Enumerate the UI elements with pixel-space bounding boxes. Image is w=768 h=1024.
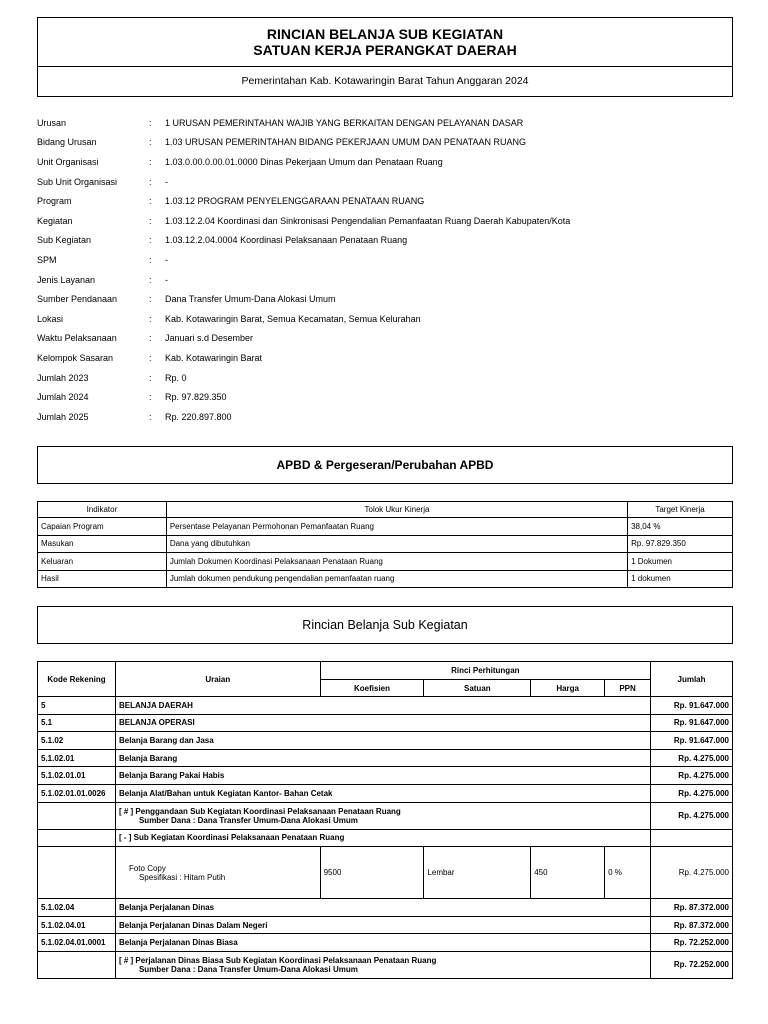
group-sumber-dana: Sumber Dana : Dana Transfer Umum-Dana Alokasi Umum: [138, 815, 358, 825]
rincian-row: [38, 749, 733, 767]
header-koefisien: Koefisien: [320, 680, 424, 697]
info-value: 1.03 URUSAN PEMERINTAHAN BIDANG PEKERJAAN UMUM DAN PENATAAN RUANG: [165, 137, 527, 148]
rincian-group-row: [38, 802, 733, 829]
header-harga: Harga: [531, 680, 605, 697]
info-value: -: [165, 176, 168, 187]
info-label: Bidang Urusan: [37, 137, 97, 148]
header-tolok-ukur: Tolok Ukur Kinerja: [166, 502, 627, 518]
item-spec: Spesifikasi : Hitam Putih: [138, 872, 226, 882]
info-row: [37, 113, 737, 133]
info-colon: :: [149, 117, 152, 128]
indikator-cell: Keluaran: [38, 553, 167, 571]
uraian-cell: Belanja Perjalanan Dinas: [115, 899, 650, 917]
rincian-header-row-1: [38, 662, 733, 680]
kode-cell-empty: [38, 847, 116, 899]
group-title: [ # ] Perjalanan Dinas Biasa Sub Kegiatan Koordinasi Pelaksanaan Penataan Ruang: [118, 955, 437, 965]
info-value: Kab. Kotawaringin Barat: [165, 352, 263, 363]
kode-cell-empty: [38, 829, 116, 847]
info-colon: :: [149, 254, 152, 265]
rincian-row: [38, 767, 733, 785]
jumlah-cell-empty: [651, 829, 733, 847]
info-colon: :: [149, 235, 152, 246]
info-colon: :: [149, 352, 152, 363]
kode-cell: 5.1.02.04.01.0001: [38, 934, 116, 952]
info-label: Jumlah 2025: [37, 411, 89, 422]
info-colon: :: [149, 137, 152, 148]
indikator-cell: Masukan: [38, 535, 167, 553]
info-colon: :: [149, 274, 152, 285]
indikator-cell: Hasil: [38, 570, 167, 588]
kode-cell: 5: [38, 697, 116, 715]
jumlah-cell: Rp. 4.275.000: [651, 767, 733, 785]
subgroup-uraian-cell: [ - ] Sub Kegiatan Koordinasi Pelaksanaan Penataan Ruang: [115, 829, 650, 847]
info-row: [37, 309, 737, 329]
indikator-table: [37, 501, 733, 588]
uraian-cell: Belanja Barang: [115, 749, 650, 767]
info-value: Kab. Kotawaringin Barat, Semua Kecamatan, Semua Kelurahan: [165, 313, 421, 324]
indikator-header-row: [38, 502, 733, 518]
rincian-row: [38, 697, 733, 715]
indikator-row: [38, 518, 733, 536]
info-colon: :: [149, 333, 152, 344]
uraian-cell: BELANJA OPERASI: [115, 714, 650, 732]
rincian-row: [38, 934, 733, 952]
jumlah-cell: Rp. 72.252.000: [651, 951, 733, 978]
info-row: [37, 329, 737, 349]
jumlah-cell: Rp. 91.647.000: [651, 697, 733, 715]
info-colon: :: [149, 372, 152, 383]
apbd-section-title: APBD & Pergeseran/Perubahan APBD: [37, 446, 733, 484]
rincian-group-row: [38, 951, 733, 978]
title-line-1: RINCIAN BELANJA SUB KEGIATAN: [266, 26, 504, 42]
kode-cell: 5.1.02.01: [38, 749, 116, 767]
target-cell: Rp. 97.829.350: [628, 535, 733, 553]
info-colon: :: [149, 176, 152, 187]
info-label: Kegiatan: [37, 215, 73, 226]
rincian-row: [38, 784, 733, 802]
rincian-section-title: Rincian Belanja Sub Kegiatan: [37, 606, 733, 644]
indikator-row: [38, 553, 733, 571]
kode-cell-empty: [38, 951, 116, 978]
document-header: [37, 17, 733, 97]
uraian-cell: Belanja Barang Pakai Habis: [115, 767, 650, 785]
info-value: Rp. 220.897.800: [165, 411, 232, 422]
info-row: [37, 368, 737, 388]
info-label: Unit Organisasi: [37, 156, 99, 167]
info-colon: :: [149, 156, 152, 167]
info-label: Jenis Layanan: [37, 274, 96, 285]
uraian-cell: Belanja Barang dan Jasa: [115, 732, 650, 750]
uraian-cell: Belanja Alat/Bahan untuk Kegiatan Kantor- Bahan Cetak: [115, 784, 650, 802]
info-value: 1.03.12 PROGRAM PENYELENGGARAAN PENATAAN RUANG: [165, 196, 425, 207]
info-value: 1.03.12.2.04.0004 Koordinasi Pelaksanaan Penataan Ruang: [165, 235, 408, 246]
info-row: [37, 270, 737, 290]
rincian-row: [38, 714, 733, 732]
info-value: 1 URUSAN PEMERINTAHAN WAJIB YANG BERKAITAN DENGAN PELAYANAN DASAR: [165, 117, 524, 128]
info-value: Januari s.d Desember: [165, 333, 254, 344]
item-name: Foto Copy: [128, 863, 166, 873]
rincian-row: [38, 916, 733, 934]
harga-cell: 450: [531, 847, 605, 899]
document-title: [38, 18, 732, 67]
info-section: [37, 113, 737, 427]
info-row: [37, 387, 737, 407]
kode-cell: 5.1: [38, 714, 116, 732]
info-label: Lokasi: [37, 313, 64, 324]
title-line-2: SATUAN KERJA PERANGKAT DAERAH: [253, 42, 517, 58]
jumlah-cell: Rp. 87.372.000: [651, 916, 733, 934]
info-row: [37, 231, 737, 251]
target-cell: 1 Dokumen: [628, 553, 733, 571]
info-row: [37, 172, 737, 192]
tolok-ukur-cell: Persentase Pelayanan Permohonan Pemanfaatan Ruang: [166, 518, 627, 536]
uraian-cell: Belanja Perjalanan Dinas Dalam Negeri: [115, 916, 650, 934]
kode-cell: 5.1.02.01.01.0026: [38, 784, 116, 802]
info-label: Urusan: [37, 117, 67, 128]
info-label: Waktu Pelaksanaan: [37, 333, 117, 344]
info-label: Sumber Pendanaan: [37, 294, 118, 305]
uraian-cell: Belanja Perjalanan Dinas Biasa: [115, 934, 650, 952]
info-row: [37, 250, 737, 270]
rincian-row: [38, 899, 733, 917]
header-uraian: Uraian: [115, 662, 320, 697]
info-colon: :: [149, 196, 152, 207]
kode-cell: 5.1.02.04: [38, 899, 116, 917]
info-label: Sub Kegiatan: [37, 235, 92, 246]
info-label: Program: [37, 196, 72, 207]
group-title: [ # ] Penggandaan Sub Kegiatan Koordinasi Pelaksanaan Penataan Ruang: [118, 806, 401, 816]
header-rinci-perhitungan: Rinci Perhitungan: [320, 662, 650, 680]
info-colon: :: [149, 392, 152, 403]
item-uraian-cell: [115, 847, 320, 899]
info-label: Jumlah 2023: [37, 372, 89, 383]
rincian-item-row: [38, 847, 733, 899]
header-jumlah: Jumlah: [651, 662, 733, 697]
group-uraian-cell: [115, 951, 650, 978]
header-satuan: Satuan: [424, 680, 531, 697]
tolok-ukur-cell: Jumlah dokumen pendukung pengendalian pemanfaatan ruang: [166, 570, 627, 588]
jumlah-cell: Rp. 4.275.000: [651, 847, 733, 899]
jumlah-cell: Rp. 72.252.000: [651, 934, 733, 952]
info-value: Rp. 0: [165, 372, 187, 383]
info-row: [37, 191, 737, 211]
tolok-ukur-cell: Dana yang dibutuhkan: [166, 535, 627, 553]
kode-cell: 5.1.02.04.01: [38, 916, 116, 934]
jumlah-cell: Rp. 4.275.000: [651, 749, 733, 767]
rincian-row: [38, 732, 733, 750]
info-label: Jumlah 2024: [37, 392, 89, 403]
info-row: [37, 289, 737, 309]
target-cell: 1 dokumen: [628, 570, 733, 588]
uraian-cell: BELANJA DAERAH: [115, 697, 650, 715]
jumlah-cell: Rp. 87.372.000: [651, 899, 733, 917]
ppn-cell: 0 %: [605, 847, 651, 899]
info-colon: :: [149, 411, 152, 422]
info-row: [37, 133, 737, 153]
document-subtitle: Pemerintahan Kab. Kotawaringin Barat Tahun Anggaran 2024: [241, 75, 529, 87]
target-cell: 38,04 %: [628, 518, 733, 536]
header-target: Target Kinerja: [628, 502, 733, 518]
kode-cell: 5.1.02.01.01: [38, 767, 116, 785]
info-colon: :: [149, 313, 152, 324]
rincian-subgroup-row: [38, 829, 733, 847]
kode-cell: 5.1.02: [38, 732, 116, 750]
jumlah-cell: Rp. 4.275.000: [651, 784, 733, 802]
jumlah-cell: Rp. 91.647.000: [651, 732, 733, 750]
info-row: [37, 348, 737, 368]
info-value: Dana Transfer Umum-Dana Alokasi Umum: [165, 294, 336, 305]
indikator-cell: Capaian Program: [38, 518, 167, 536]
koefisien-cell: 9500: [320, 847, 424, 899]
info-value: 1.03.0.00.0.00.01.0000 Dinas Pekerjaan Umum dan Penataan Ruang: [165, 156, 443, 167]
tolok-ukur-cell: Jumlah Dokumen Koordinasi Pelaksanaan Penataan Ruang: [166, 553, 627, 571]
info-value: -: [165, 254, 168, 265]
indikator-row: [38, 535, 733, 553]
kode-cell-empty: [38, 802, 116, 829]
info-value: -: [165, 274, 168, 285]
group-uraian-cell: [115, 802, 650, 829]
info-value: 1.03.12.2.04 Koordinasi dan Sinkronisasi Pengendalian Pemanfaatan Ruang Daerah Kabupaten/Kota: [165, 215, 571, 226]
header-indikator: Indikator: [38, 502, 167, 518]
jumlah-cell: Rp. 91.647.000: [651, 714, 733, 732]
info-row: [37, 407, 737, 427]
info-colon: :: [149, 215, 152, 226]
satuan-cell: Lembar: [424, 847, 531, 899]
header-ppn: PPN: [605, 680, 651, 697]
indikator-row: [38, 570, 733, 588]
info-colon: :: [149, 294, 152, 305]
rincian-table: [37, 661, 733, 979]
info-label: SPM: [37, 254, 57, 265]
info-row: [37, 152, 737, 172]
header-kode-rekening: Kode Rekening: [38, 662, 116, 697]
group-sumber-dana: Sumber Dana : Dana Transfer Umum-Dana Alokasi Umum: [138, 964, 358, 974]
info-label: Sub Unit Organisasi: [37, 176, 118, 187]
jumlah-cell: Rp. 4.275.000: [651, 802, 733, 829]
info-row: [37, 211, 737, 231]
info-value: Rp. 97.829.350: [165, 392, 227, 403]
info-label: Kelompok Sasaran: [37, 352, 114, 363]
